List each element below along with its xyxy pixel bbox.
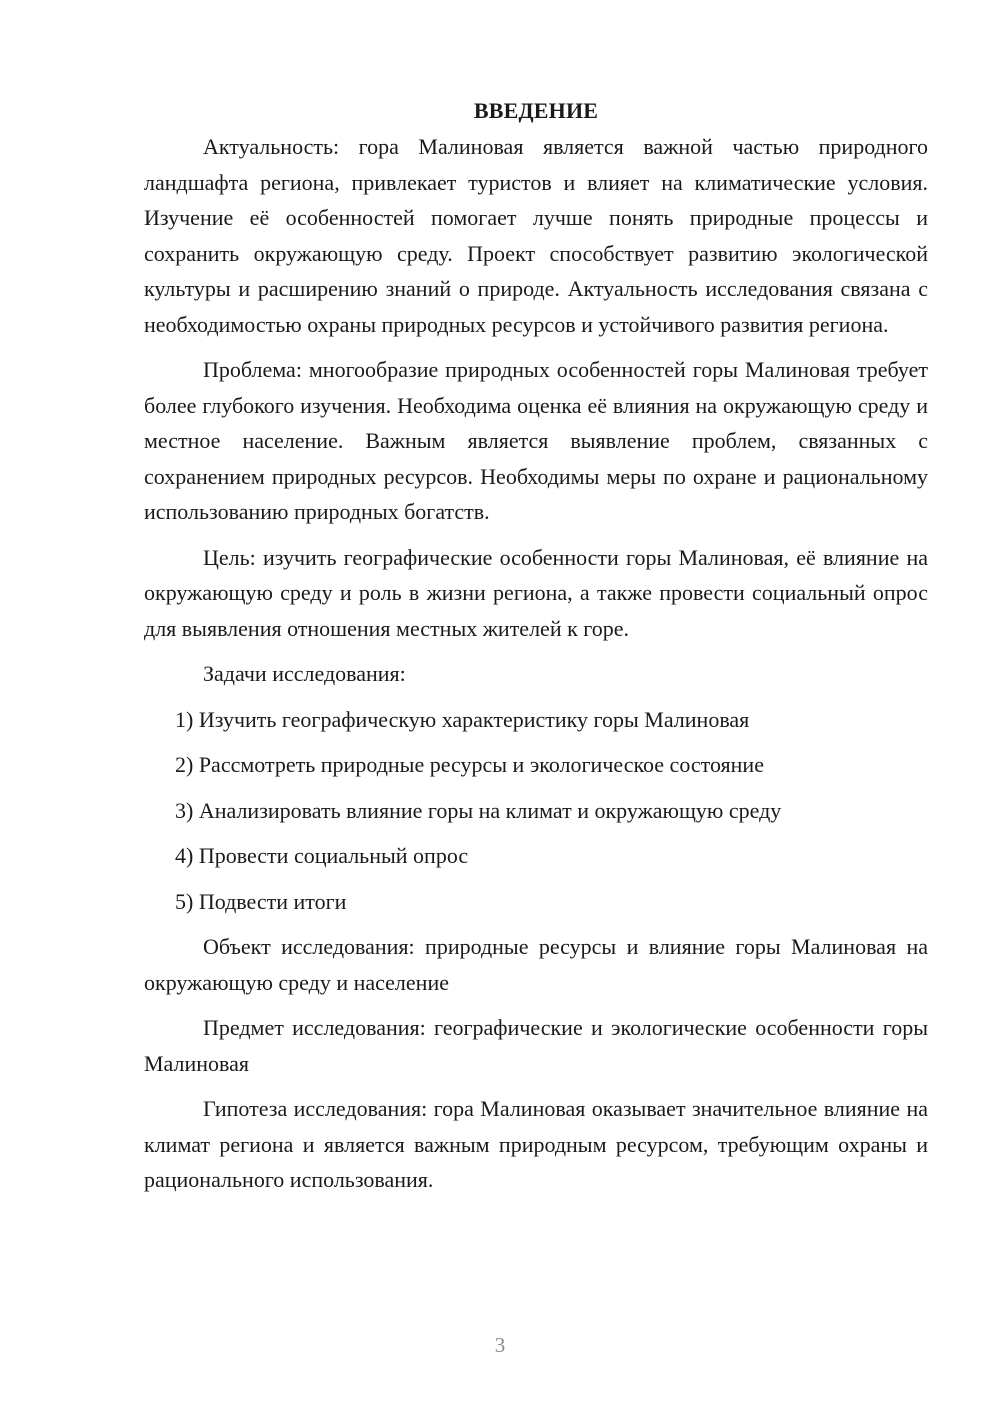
tasks-heading: Задачи исследования: [203, 661, 406, 686]
task-item: 3) Анализировать влияние горы на климат и окружающую среду [175, 797, 782, 823]
document-body [144, 93, 928, 1208]
task-item: 2) Рассмотреть природные ресурсы и экологическое состояние [175, 752, 764, 777]
object-paragraph: Объект исследования: природные ресурсы и влияние горы Малиновая на окружающую среду и население [144, 934, 928, 995]
subject-paragraph: Предмет исследования: географические и экологические особенности горы Малиновая [144, 1015, 928, 1076]
task-item: 4) Провести социальный опрос [175, 843, 469, 868]
hypothesis-paragraph: Гипотеза исследования: гора Малиновая оказывает значительное влияние на климат региона и является важным природным ресурсом, требующим охраны и рационального использования. [144, 1096, 928, 1192]
page-title: ВВЕДЕНИЕ [473, 98, 599, 123]
task-item: 5) Подвести итоги [175, 888, 347, 914]
relevance-paragraph: Актуальность: гора Малиновая является важной частью природного ландшафта региона, привлекает туристов и влияет на климатические условия. Изучение её особенностей помогает лучше понять природные процессы и сохранить окружающую среду. Проект способствует развитию экологической культуры и расширению знаний о природе. Актуальность исследования связана с необходимостью охраны природных ресурсов и устойчивого развития региона. [144, 134, 928, 337]
problem-paragraph: Проблема: многообразие природных особенностей горы Малиновая требует более глубокого изучения. Необходима оценка её влияния на окружающую среду и местное население. Важным является выявление проблем, связанных с сохранением природных ресурсов. Необходимы меры по охране и рациональному использованию природных богатств. [144, 357, 928, 524]
task-item: 1) Изучить географическую характеристику горы Малиновая [175, 706, 750, 732]
goal-paragraph: Цель: изучить географические особенности горы Малиновая, её влияние на окружающую среду и роль в жизни региона, а также провести социальный опрос для выявления отношения местных жителей к горе. [144, 544, 928, 641]
page-number: 3 [494, 1333, 506, 1357]
tasks-list [144, 702, 928, 920]
